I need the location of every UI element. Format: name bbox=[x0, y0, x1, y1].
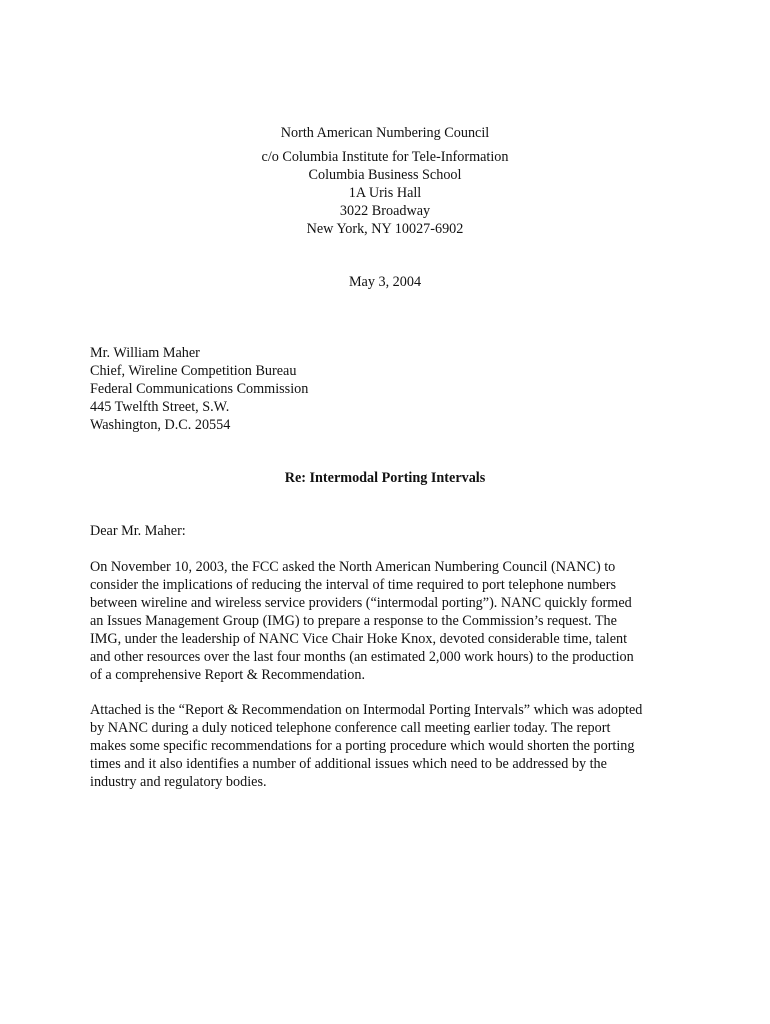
recipient-address-block bbox=[90, 344, 308, 434]
address-line: c/o Columbia Institute for Tele-Information bbox=[261, 149, 509, 165]
address-line: 3022 Broadway bbox=[339, 203, 431, 219]
address-line: New York, NY 10027-6902 bbox=[306, 221, 464, 237]
paragraph-line: by NANC during a duly noticed telephone conference call meeting earlier today. The report bbox=[90, 720, 611, 736]
paragraph-line: times and it also identifies a number of additional issues which need to be addressed by the bbox=[90, 756, 607, 772]
recipient-line: Federal Communications Commission bbox=[90, 381, 309, 397]
paragraph-line: and other resources over the last four months (an estimated 2,000 work hours) to the production bbox=[90, 649, 634, 665]
letterhead-organization bbox=[0, 124, 770, 142]
paragraph-line: consider the implications of reducing the interval of time required to port telephone numbers bbox=[90, 577, 616, 593]
subject-text: Re: Intermodal Porting Intervals bbox=[284, 470, 486, 486]
body-paragraph-1 bbox=[90, 558, 690, 684]
paragraph-line: makes some specific recommendations for a porting procedure which would shorten the porting bbox=[90, 738, 635, 754]
recipient-line: 445 Twelfth Street, S.W. bbox=[90, 399, 230, 415]
subject-line bbox=[0, 469, 770, 487]
address-line: 1A Uris Hall bbox=[348, 185, 422, 201]
paragraph-line: On November 10, 2003, the FCC asked the North American Numbering Council (NANC) to bbox=[90, 559, 616, 575]
paragraph-line: IMG, under the leadership of NANC Vice Chair Hoke Knox, devoted considerable time, talent bbox=[90, 631, 628, 647]
recipient-line: Chief, Wireline Competition Bureau bbox=[90, 363, 297, 379]
recipient-line: Mr. William Maher bbox=[90, 345, 200, 361]
letterhead-address bbox=[0, 148, 770, 238]
paragraph-line: Attached is the “Report & Recommendation on Intermodal Porting Intervals” which was adopted bbox=[90, 702, 643, 718]
letter-date bbox=[0, 273, 770, 291]
address-line: Columbia Business School bbox=[308, 167, 462, 183]
body-paragraph-2 bbox=[90, 701, 690, 791]
date-text: May 3, 2004 bbox=[348, 274, 422, 290]
recipient-line: Washington, D.C. 20554 bbox=[90, 417, 231, 433]
salutation bbox=[90, 522, 186, 540]
paragraph-line: of a comprehensive Report & Recommendation. bbox=[90, 667, 366, 683]
paragraph-line: industry and regulatory bodies. bbox=[90, 774, 267, 790]
organization-name: North American Numbering Council bbox=[280, 125, 490, 141]
paragraph-line: between wireline and wireless service providers (“intermodal porting”). NANC quickly formed bbox=[90, 595, 632, 611]
salutation-text: Dear Mr. Maher: bbox=[90, 523, 186, 539]
paragraph-line: an Issues Management Group (IMG) to prepare a response to the Commission’s request. The bbox=[90, 613, 617, 629]
